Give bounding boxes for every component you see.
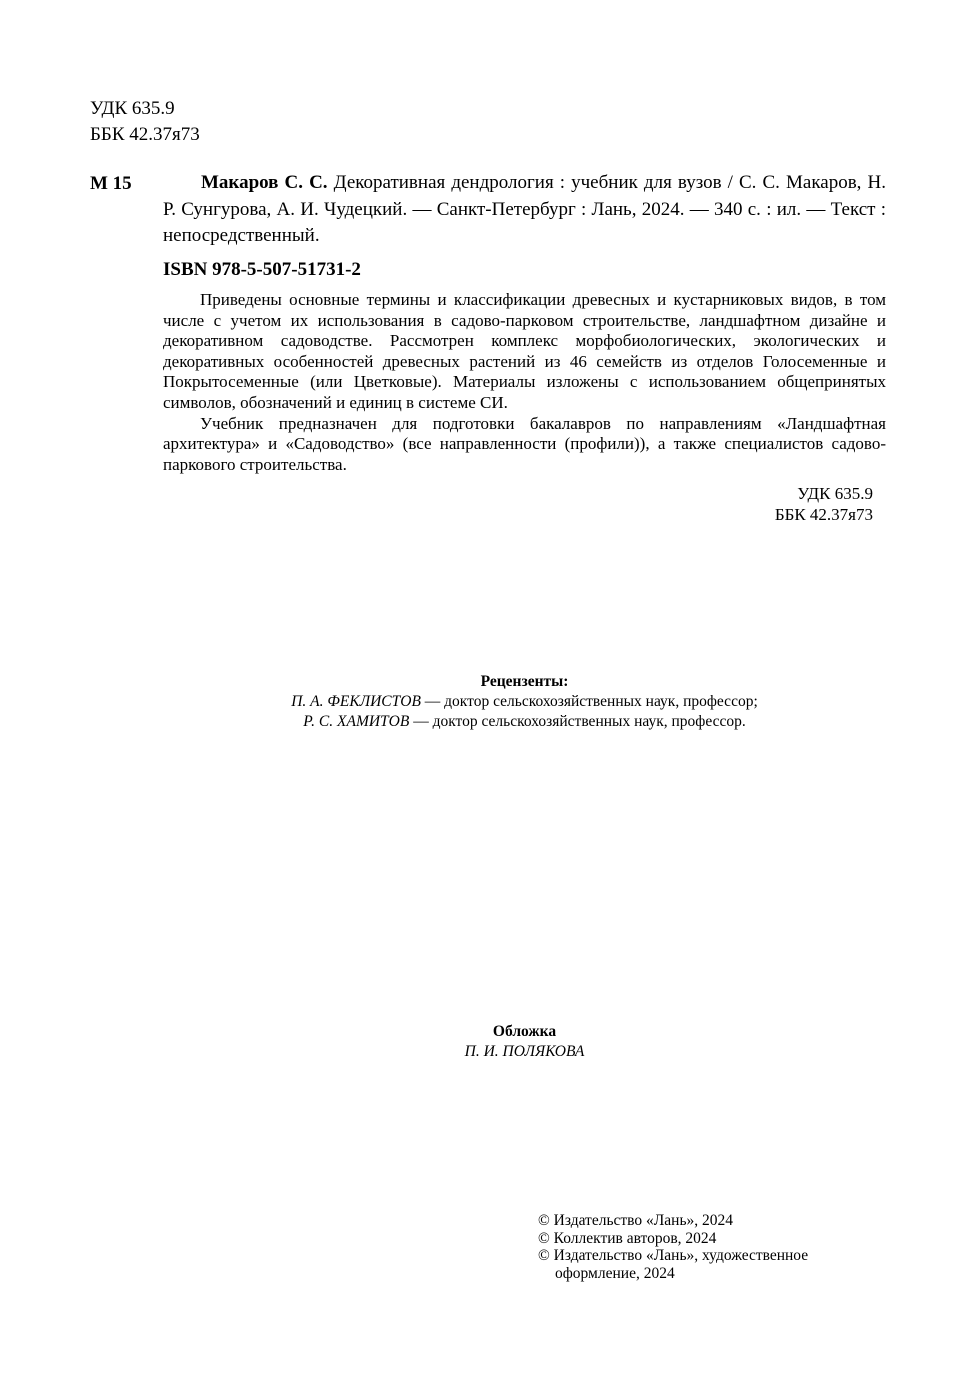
isbn: ISBN 978-5-507-51731-2 xyxy=(163,259,361,280)
udk-bbk-bottom xyxy=(700,483,873,525)
annotation-paragraph-1: Приведены основные термины и классификации древесных и кустарниковых видов, в том числе с учетом их использования в садово-парковом строительстве, ландшафтном дизайне и декоративном садоводстве. Рассмотрен комплекс морфобиологических, экологических и декоративных особенностей древесных растений из 46 семейств из отделов Голосеменные и Покрытосеменные (или Цветковые). Материалы изложены с использованием общепринятых символов, обозначений и единиц в системе СИ. xyxy=(163,290,886,412)
copyright-line-3: © Издательство «Лань», художественное xyxy=(538,1247,809,1264)
reviewers-heading: Рецензенты: xyxy=(480,673,569,690)
cover-heading: Обложка xyxy=(492,1023,557,1040)
reviewer-2-name: Р. С. ХАМИТОВ xyxy=(303,713,410,730)
reviewer-1 xyxy=(163,692,886,712)
reviewer-2 xyxy=(163,712,886,732)
reviewer-1-name: П. А. ФЕКЛИСТОВ xyxy=(291,693,421,710)
annotation xyxy=(163,290,886,475)
cover-designer: П. И. ПОЛЯКОВА xyxy=(464,1043,585,1060)
copyright-line-2: © Коллектив авторов, 2024 xyxy=(538,1229,717,1247)
cover-credit xyxy=(163,1022,886,1062)
reviewer-2-title: — доктор сельскохозяйственных наук, профессор. xyxy=(409,713,746,730)
udk-code-bottom: УДК 635.9 xyxy=(797,484,873,503)
author-mark: М 15 xyxy=(90,173,132,194)
annotation-paragraph-2: Учебник предназначен для подготовки бакалавров по направлениям «Ландшафтная архитектура» и «Садоводство» (все направленности (профили)), а также специалистов садово-паркового строительства. xyxy=(163,413,886,474)
bibliographic-record xyxy=(163,170,886,250)
copyright-line-3-continued: оформление, 2024 xyxy=(555,1264,675,1282)
copyright-block xyxy=(538,1212,858,1282)
bbk-code-bottom: ББК 42.37я73 xyxy=(774,505,873,524)
udk-code: УДК 635.9 xyxy=(90,98,175,119)
reviewer-1-title: — доктор сельскохозяйственных наук, профессор; xyxy=(420,693,758,710)
copyright-line-1: © Издательство «Лань», 2024 xyxy=(538,1212,734,1229)
bbk-code: ББК 42.37я73 xyxy=(90,124,200,145)
author-name: Макаров С. С. xyxy=(201,172,328,193)
bibliographic-description: Декоративная дендрология : учебник для вузов / С. С. Макаров, Н. Р. Сунгурова, А. И. Чудецкий. — Санкт-Петербург : Лань, 2024. — 340 с. : ил. — Текст : непосредственный. xyxy=(163,172,886,246)
reviewers-block xyxy=(163,672,886,732)
udk-bbk-top xyxy=(90,96,200,148)
